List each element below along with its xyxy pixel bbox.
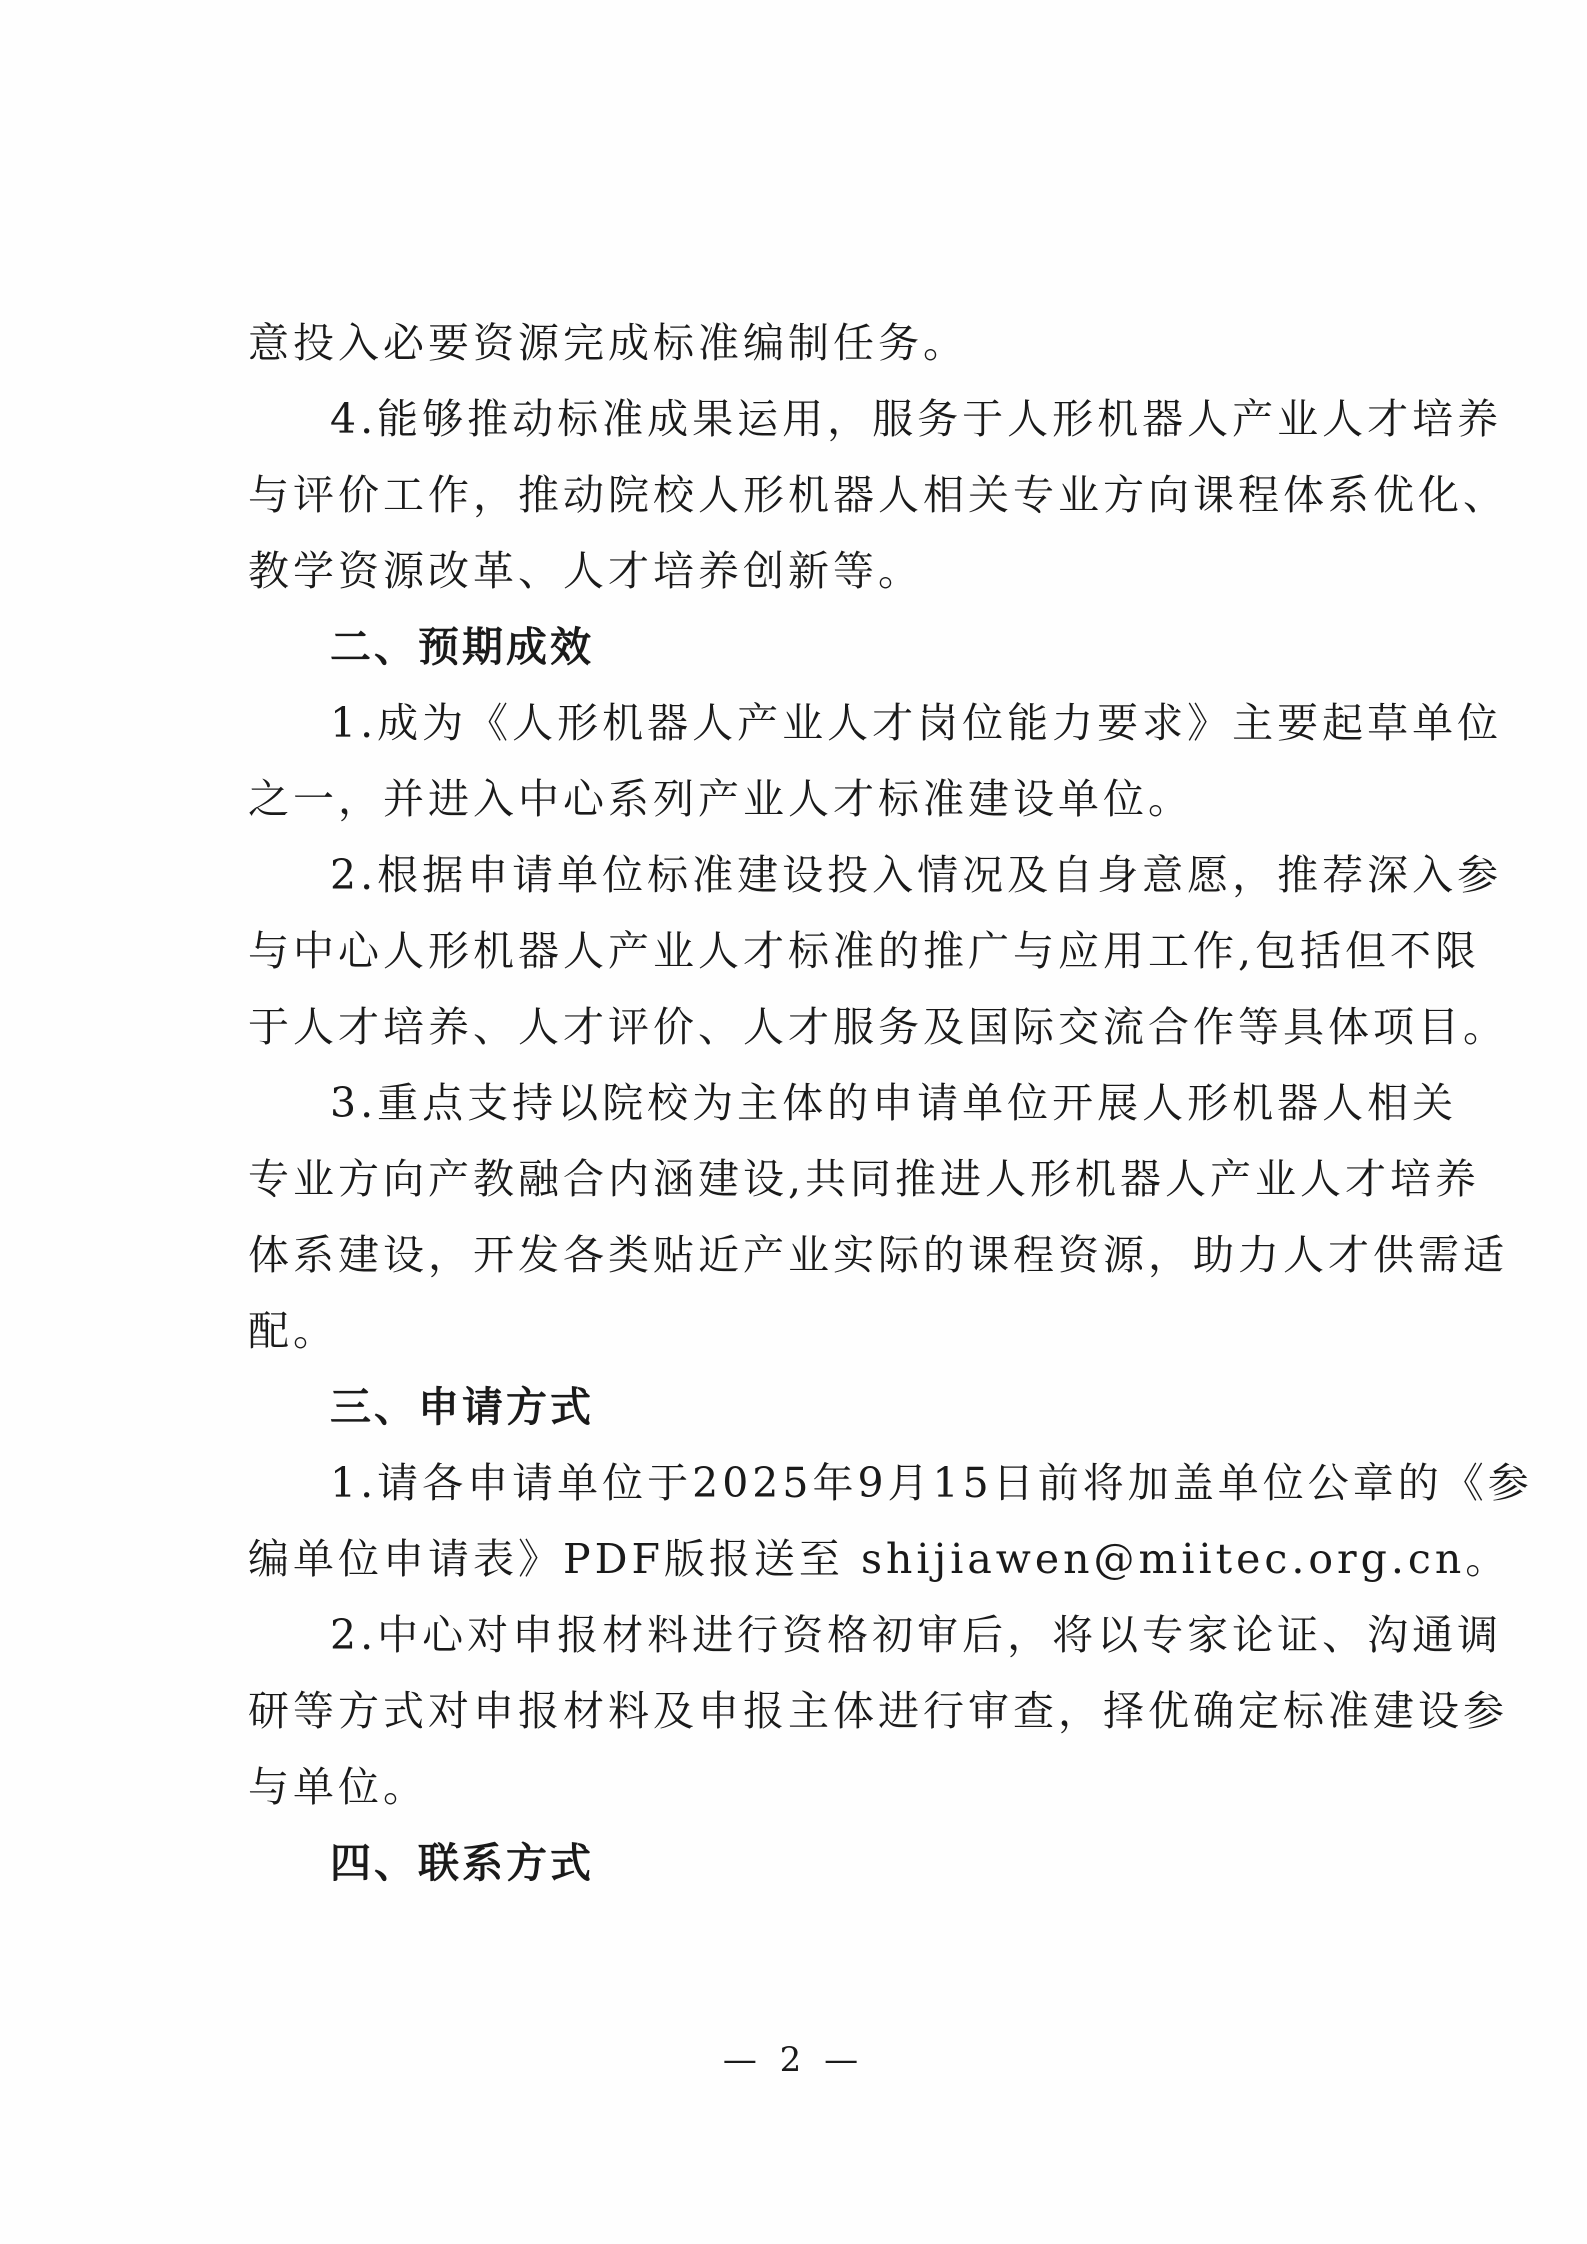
- text-line: 2.中心对申报材料进行资格初审后，将以专家论证、沟通调: [330, 1611, 1503, 1659]
- text-line: 体系建设，开发各类贴近产业实际的课程资源，助力人才供需适: [248, 1231, 1508, 1279]
- text-line: 编单位申请表》PDF版报送至 shijiawen@miitec.org.cn。: [248, 1535, 1511, 1583]
- text-line: 4.能够推动标准成果运用，服务于人形机器人产业人才培养: [330, 395, 1503, 443]
- section-heading: 四、联系方式: [330, 1839, 594, 1887]
- section-heading: 三、申请方式: [330, 1383, 594, 1431]
- text-line: 研等方式对申报材料及申报主体进行审查，择优确定标准建设参: [248, 1687, 1508, 1735]
- section-heading: 二、预期成效: [330, 623, 594, 671]
- text-line: 2.根据申请单位标准建设投入情况及自身意愿，推荐深入参: [330, 851, 1503, 899]
- text-line: 与中心人形机器人产业人才标准的推广与应用工作,包括但不限: [248, 927, 1481, 975]
- text-line: 专业方向产教融合内涵建设,共同推进人形机器人产业人才培养: [248, 1155, 1481, 1203]
- page-number: — 2 —: [722, 2040, 865, 2080]
- text-line: 1.成为《人形机器人产业人才岗位能力要求》主要起草单位: [330, 699, 1503, 747]
- document-body: [248, 305, 1533, 1901]
- text-line: 之一，并进入中心系列产业人才标准建设单位。: [248, 775, 1193, 823]
- text-line: 与单位。: [248, 1763, 428, 1811]
- text-line: 于人才培养、人才评价、人才服务及国际交流合作等具体项目。: [248, 1003, 1508, 1051]
- text-line: 3.重点支持以院校为主体的申请单位开展人形机器人相关: [330, 1079, 1458, 1127]
- text-line: 与评价工作，推动院校人形机器人相关专业方向课程体系优化、: [248, 471, 1508, 519]
- text-line: 1.请各申请单位于2025年9月15日前将加盖单位公章的《参: [330, 1459, 1533, 1507]
- text-line: 意投入必要资源完成标准编制任务。: [248, 319, 968, 367]
- text-line: 配。: [248, 1307, 338, 1355]
- text-line: 教学资源改革、人才培养创新等。: [248, 547, 923, 595]
